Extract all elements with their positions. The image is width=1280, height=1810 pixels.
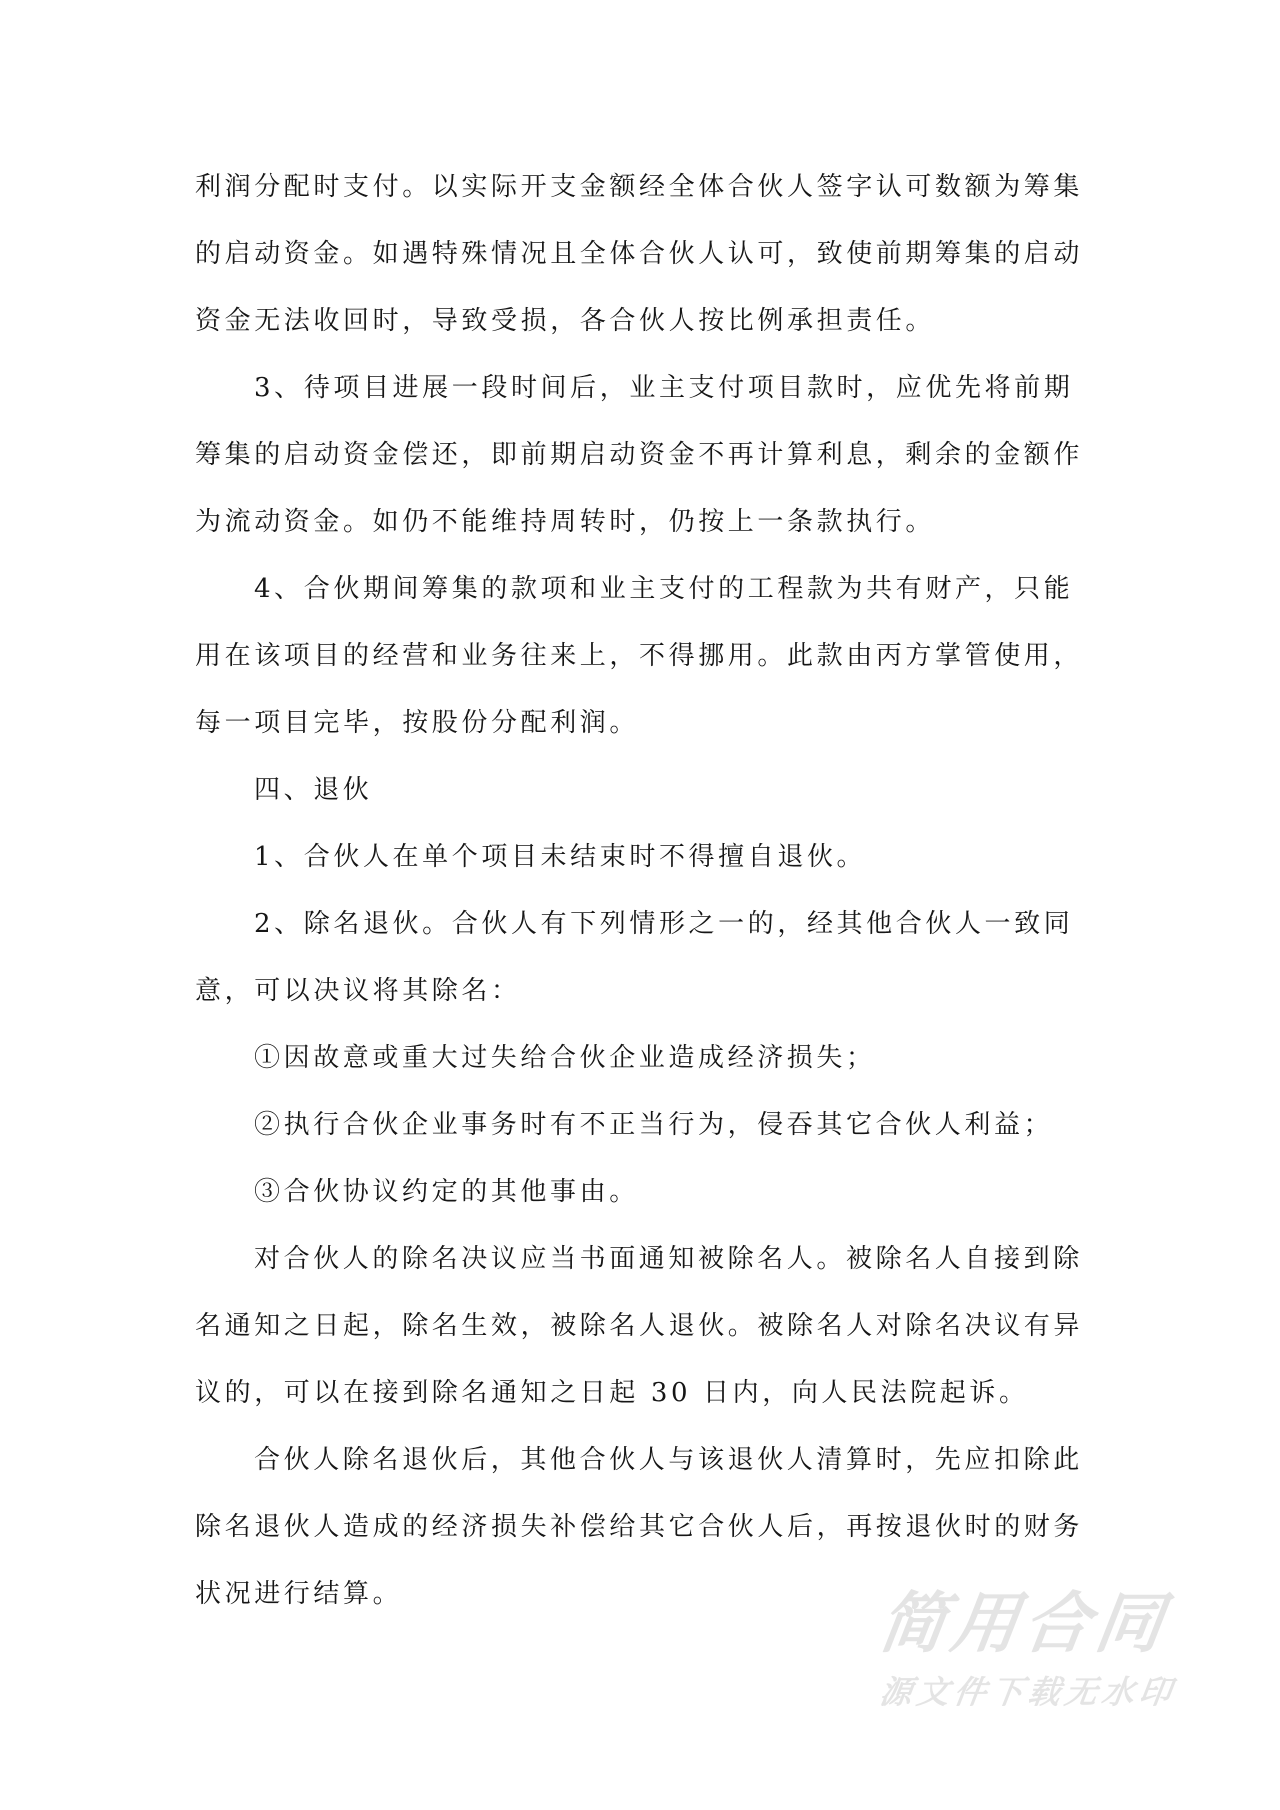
paragraph-line: 意，可以决议将其除名： [195,976,521,1006]
paragraph-line: 筹集的启动资金偿还，即前期启动资金不再计算利息，剩余的金额作 [195,440,1084,470]
paragraph-line: 利润分配时支付。以实际开支金额经全体合伙人签字认可数额为筹集 [195,172,1084,202]
list-item-3: ③合伙协议约定的其他事由。 [254,1177,639,1207]
paragraph-line: 合伙人除名退伙后，其他合伙人与该退伙人清算时，先应扣除此 [254,1445,1083,1475]
clause-3-line: 3、待项目进展一段时间后，业主支付项目款时，应优先将前期 [254,373,1074,403]
watermark-tagline: 源文件下载无水印 [877,1673,1179,1711]
list-item-1: ①因故意或重大过失给合伙企业造成经济损失； [254,1043,876,1073]
document-body [195,154,1095,1628]
paragraph-line: 除名退伙人造成的经济损失补偿给其它合伙人后，再按退伙时的财务 [195,1512,1084,1542]
list-item-2: ②执行合伙企业事务时有不正当行为，侵吞其它合伙人利益； [254,1110,1054,1140]
paragraph-line: 每一项目完毕，按股份分配利润。 [195,708,640,738]
clause-4-line: 4、合伙期间筹集的款项和业主支付的工程款为共有财产，只能 [254,574,1074,604]
withdrawal-clause-1: 1、合伙人在单个项目未结束时不得擅自退伙。 [254,842,867,872]
paragraph-line: 为流动资金。如仍不能维持周转时，仍按上一条款执行。 [195,507,936,537]
watermark-brand: 简用合同 [874,1585,1174,1662]
paragraph-line: 的启动资金。如遇特殊情况且全体合伙人认可，致使前期筹集的启动 [195,239,1084,269]
paragraph-line: 议的，可以在接到除名通知之日起 30 日内，向人民法院起诉。 [195,1378,1029,1408]
paragraph-line: 名通知之日起，除名生效，被除名人退伙。被除名人对除名决议有异 [195,1311,1084,1341]
paragraph-line: 对合伙人的除名决议应当书面通知被除名人。被除名人自接到除 [254,1244,1083,1274]
section-heading-withdrawal: 四、退伙 [254,775,373,805]
paragraph-line: 资金无法收回时，导致受损，各合伙人按比例承担责任。 [195,306,936,336]
paragraph-line: 用在该项目的经营和业务往来上，不得挪用。此款由丙方掌管使用， [195,641,1084,671]
paragraph-line: 状况进行结算。 [195,1579,403,1609]
withdrawal-clause-2: 2、除名退伙。合伙人有下列情形之一的，经其他合伙人一致同 [254,909,1074,939]
